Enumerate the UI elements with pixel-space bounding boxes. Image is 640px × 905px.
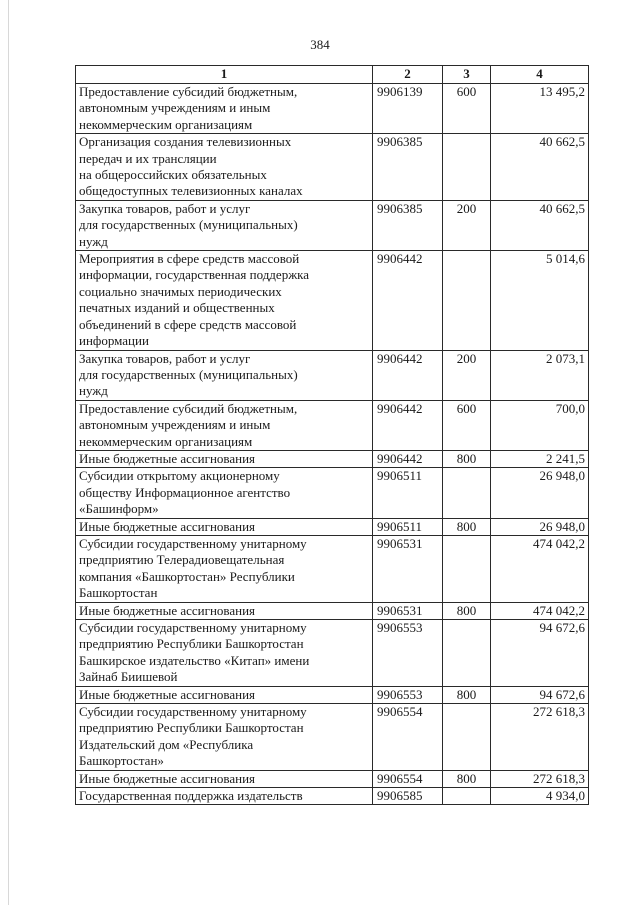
column-header-code: 2 bbox=[373, 66, 443, 84]
table-row bbox=[76, 518, 589, 535]
table-row bbox=[76, 450, 589, 467]
cell-code: 9906511 bbox=[373, 518, 443, 535]
cell-code: 9906385 bbox=[373, 200, 443, 250]
cell-name: Иные бюджетные ассигнования bbox=[76, 686, 373, 703]
cell-code: 9906585 bbox=[373, 788, 443, 805]
table-row bbox=[76, 350, 589, 400]
cell-sum: 272 618,3 bbox=[491, 770, 589, 787]
cell-code: 9906553 bbox=[373, 686, 443, 703]
cell-code: 9906139 bbox=[373, 84, 443, 134]
cell-name: Субсидии открытому акционерному обществу Информационное агентство «Башинформ» bbox=[76, 468, 373, 518]
cell-sum: 13 495,2 bbox=[491, 84, 589, 134]
cell-sum: 4 934,0 bbox=[491, 788, 589, 805]
cell-name: Мероприятия в сфере средств массовой информации, государственная поддержка социально значимых периодических печатных изданий и общественных объединений в сфере средств массовой информации bbox=[76, 251, 373, 350]
cell-code: 9906554 bbox=[373, 704, 443, 771]
cell-name: Иные бюджетные ассигнования bbox=[76, 450, 373, 467]
cell-name: Субсидии государственному унитарному предприятию Республики Башкортостан Башкирское издательство «Китап» имени Зайнаб Биишевой bbox=[76, 620, 373, 687]
table-header-row bbox=[76, 66, 589, 84]
table-row bbox=[76, 535, 589, 602]
cell-sum: 40 662,5 bbox=[491, 200, 589, 250]
cell-type: 600 bbox=[443, 84, 491, 134]
cell-sum: 26 948,0 bbox=[491, 518, 589, 535]
table-row bbox=[76, 84, 589, 134]
cell-type bbox=[443, 788, 491, 805]
cell-type bbox=[443, 468, 491, 518]
cell-type: 800 bbox=[443, 518, 491, 535]
table-body bbox=[76, 84, 589, 805]
table-row bbox=[76, 468, 589, 518]
table-row bbox=[76, 200, 589, 250]
cell-code: 9906531 bbox=[373, 602, 443, 619]
cell-sum: 5 014,6 bbox=[491, 251, 589, 350]
cell-sum: 2 073,1 bbox=[491, 350, 589, 400]
cell-code: 9906442 bbox=[373, 450, 443, 467]
table-row bbox=[76, 770, 589, 787]
column-header-type: 3 bbox=[443, 66, 491, 84]
table-row bbox=[76, 620, 589, 687]
page-number: 384 bbox=[310, 37, 330, 52]
cell-sum: 94 672,6 bbox=[491, 620, 589, 687]
cell-sum: 474 042,2 bbox=[491, 602, 589, 619]
column-header-sum: 4 bbox=[491, 66, 589, 84]
cell-name: Иные бюджетные ассигнования bbox=[76, 602, 373, 619]
column-header-name: 1 bbox=[76, 66, 373, 84]
scan-margin-line bbox=[8, 0, 9, 905]
table-row bbox=[76, 134, 589, 201]
cell-name: Предоставление субсидий бюджетным, автономным учреждениям и иным некоммерческим организациям bbox=[76, 400, 373, 450]
table-row bbox=[76, 602, 589, 619]
cell-code: 9906442 bbox=[373, 350, 443, 400]
cell-type: 600 bbox=[443, 400, 491, 450]
budget-table bbox=[75, 65, 589, 805]
cell-type: 800 bbox=[443, 602, 491, 619]
cell-name: Предоставление субсидий бюджетным, автономным учреждениям и иным некоммерческим организациям bbox=[76, 84, 373, 134]
table-row bbox=[76, 788, 589, 805]
cell-name: Субсидии государственному унитарному предприятию Республики Башкортостан Издательский дом «Республика Башкортостан» bbox=[76, 704, 373, 771]
cell-name: Субсидии государственному унитарному предприятию Телерадиовещательная компания «Башкортостан» Республики Башкортостан bbox=[76, 535, 373, 602]
cell-name: Государственная поддержка издательств bbox=[76, 788, 373, 805]
cell-type bbox=[443, 535, 491, 602]
cell-sum: 40 662,5 bbox=[491, 134, 589, 201]
table-row bbox=[76, 686, 589, 703]
table-row bbox=[76, 704, 589, 771]
cell-name: Закупка товаров, работ и услуг для государственных (муниципальных) нужд bbox=[76, 350, 373, 400]
cell-type: 800 bbox=[443, 450, 491, 467]
cell-sum: 2 241,5 bbox=[491, 450, 589, 467]
cell-type bbox=[443, 620, 491, 687]
cell-sum: 474 042,2 bbox=[491, 535, 589, 602]
cell-name: Иные бюджетные ассигнования bbox=[76, 518, 373, 535]
cell-name: Иные бюджетные ассигнования bbox=[76, 770, 373, 787]
cell-type: 200 bbox=[443, 200, 491, 250]
cell-code: 9906554 bbox=[373, 770, 443, 787]
cell-name: Организация создания телевизионных передач и их трансляции на общероссийских обязательных общедоступных телевизионных каналах bbox=[76, 134, 373, 201]
cell-type: 200 bbox=[443, 350, 491, 400]
table-row bbox=[76, 251, 589, 350]
cell-code: 9906553 bbox=[373, 620, 443, 687]
cell-code: 9906511 bbox=[373, 468, 443, 518]
cell-sum: 272 618,3 bbox=[491, 704, 589, 771]
cell-sum: 94 672,6 bbox=[491, 686, 589, 703]
cell-type bbox=[443, 251, 491, 350]
cell-type: 800 bbox=[443, 686, 491, 703]
cell-sum: 700,0 bbox=[491, 400, 589, 450]
cell-code: 9906442 bbox=[373, 251, 443, 350]
cell-type bbox=[443, 704, 491, 771]
cell-type bbox=[443, 134, 491, 201]
cell-name: Закупка товаров, работ и услуг для государственных (муниципальных) нужд bbox=[76, 200, 373, 250]
cell-type: 800 bbox=[443, 770, 491, 787]
cell-code: 9906442 bbox=[373, 400, 443, 450]
cell-sum: 26 948,0 bbox=[491, 468, 589, 518]
cell-code: 9906531 bbox=[373, 535, 443, 602]
table-row bbox=[76, 400, 589, 450]
cell-code: 9906385 bbox=[373, 134, 443, 201]
